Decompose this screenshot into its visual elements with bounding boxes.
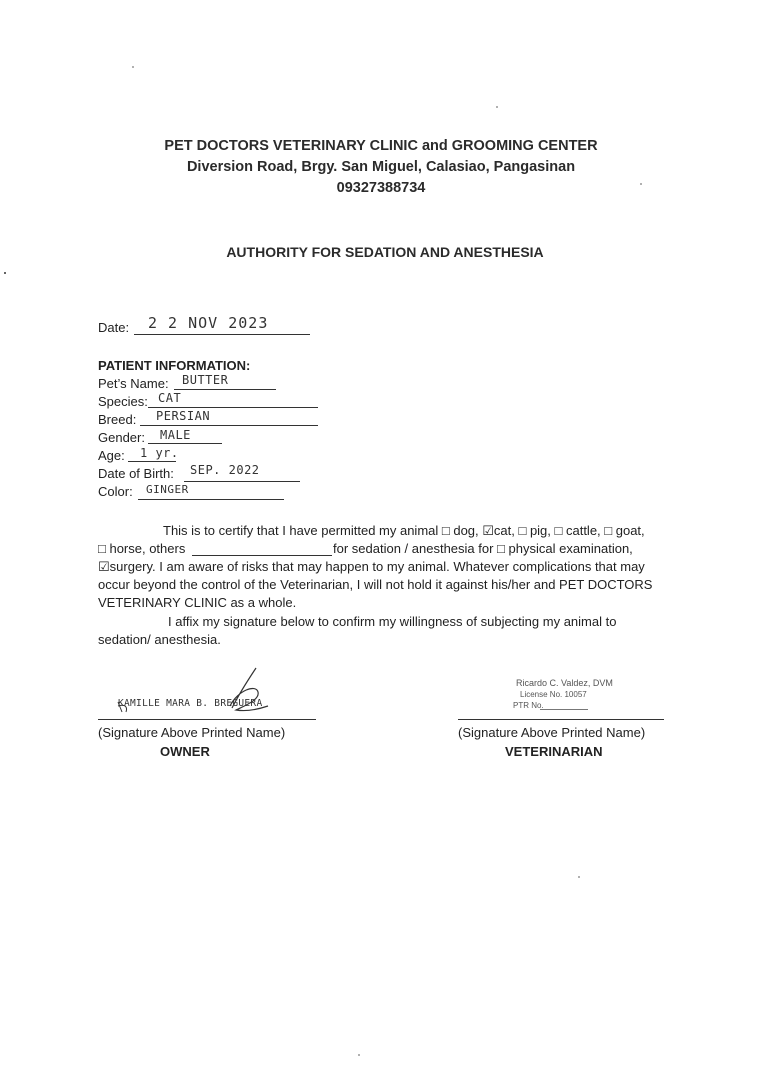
dob-underline xyxy=(184,481,300,482)
vet-stamp-license: License No. 10057 xyxy=(520,690,587,699)
vet-stamp-name: Ricardo C. Valdez, DVM xyxy=(516,678,613,688)
date-value: 2 2 NOV 2023 xyxy=(148,314,269,332)
scan-speck xyxy=(578,876,580,878)
color-label: Color: xyxy=(98,484,133,499)
vet-stamp-ptr: PTR No. xyxy=(513,701,544,710)
age-underline xyxy=(128,461,176,462)
vet-caption: (Signature Above Printed Name) xyxy=(458,725,646,740)
vet-role: VETERINARIAN xyxy=(505,744,603,759)
clinic-address: Diversion Road, Brgy. San Miguel, Calasiao, Pangasinan xyxy=(186,159,576,175)
owner-signature-line xyxy=(98,719,316,720)
date-underline xyxy=(134,334,310,335)
color-underline xyxy=(138,499,284,500)
pet-name-label: Pet’s Name: xyxy=(98,376,169,391)
age-value: 1 yr. xyxy=(140,446,179,460)
pet-name-underline xyxy=(174,389,276,390)
scan-speck xyxy=(358,1054,360,1056)
breed-value: PERSIAN xyxy=(156,409,211,423)
consent-line-2a: □ horse, others xyxy=(98,541,186,556)
consent-line-3: ☑surgery. I am aware of risks that may happen to my animal. Whatever complications that may xyxy=(98,559,645,574)
vet-ptr-underline xyxy=(540,709,588,710)
gender-underline xyxy=(148,443,222,444)
dob-value: SEP. 2022 xyxy=(190,463,260,477)
color-value: GINGER xyxy=(146,483,189,496)
owner-role: OWNER xyxy=(160,744,210,759)
consent-line-5: VETERINARY CLINIC as a whole. xyxy=(98,595,297,610)
others-underline xyxy=(192,555,332,556)
scan-speck xyxy=(4,272,6,274)
pet-name-value: BUTTER xyxy=(182,373,229,387)
patient-info-heading: PATIENT INFORMATION: xyxy=(98,358,251,373)
vet-signature-line xyxy=(458,719,664,720)
consent-line-4: occur beyond the control of the Veterinarian, I will not hold it against his/her and PET DOCTORS xyxy=(98,577,653,592)
date-label: Date: xyxy=(98,320,130,335)
scan-speck xyxy=(496,106,498,108)
species-underline xyxy=(148,407,318,408)
breed-underline xyxy=(140,425,318,426)
species-label: Species: xyxy=(98,394,148,409)
clinic-phone: 09327388734 xyxy=(336,180,426,196)
consent-line-1: This is to certify that I have permitted my animal □ dog, ☑cat, □ pig, □ cattle, □ goat, xyxy=(163,523,645,538)
age-label: Age: xyxy=(98,448,125,463)
gender-label: Gender: xyxy=(98,430,145,445)
dob-label: Date of Birth: xyxy=(98,466,174,481)
owner-handwritten-signature xyxy=(98,660,320,722)
breed-label: Breed: xyxy=(98,412,137,427)
owner-printed-name: KAMILLE MARA B. BREGUERA xyxy=(118,698,263,709)
consent-line-6: I affix my signature below to confirm my willingness of subjecting my animal to xyxy=(168,614,617,629)
document-title: AUTHORITY FOR SEDATION AND ANESTHESIA xyxy=(226,244,544,260)
gender-value: MALE xyxy=(160,428,191,442)
scan-speck xyxy=(132,66,134,68)
clinic-name: PET DOCTORS VETERINARY CLINIC and GROOMING CENTER xyxy=(164,138,598,154)
consent-line-2b: for sedation / anesthesia for □ physical examination, xyxy=(333,541,633,556)
owner-caption: (Signature Above Printed Name) xyxy=(98,725,286,740)
consent-line-7: sedation/ anesthesia. xyxy=(98,632,221,647)
species-value: CAT xyxy=(158,391,182,405)
